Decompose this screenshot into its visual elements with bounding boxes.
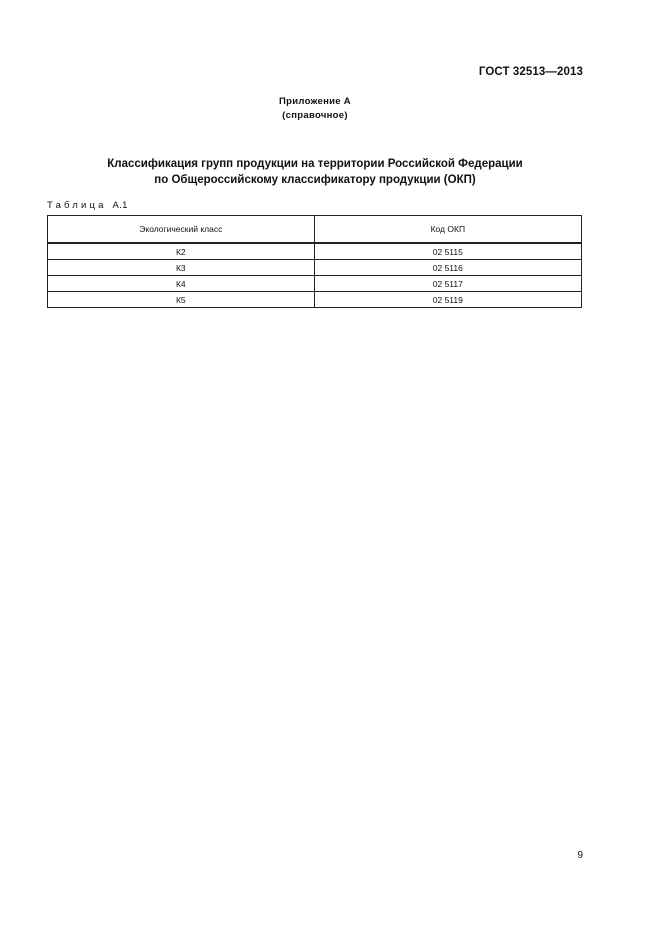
annex-header [0, 95, 630, 123]
classification-table [47, 215, 582, 308]
annex-title: Приложение А [279, 96, 351, 107]
document-code: ГОСТ 32513—2013 [478, 66, 583, 78]
column-header-eco-class: Экологический класс [48, 216, 315, 244]
column-header-okp-code: Код ОКП [314, 216, 581, 244]
table-header-row [48, 216, 582, 244]
okp-code-cell: 02 5116 [314, 260, 581, 276]
page-number: 9 [577, 850, 583, 861]
table-row [48, 276, 582, 292]
table-row [48, 243, 582, 260]
eco-class-cell: К2 [48, 243, 315, 260]
eco-class-cell: К5 [48, 292, 315, 308]
eco-class-cell: К4 [48, 276, 315, 292]
table-caption-number: А.1 [112, 200, 128, 211]
table-row [48, 260, 582, 276]
heading-line-2: по Общероссийскому классификатору продукции (ОКП) [154, 174, 476, 186]
annex-subtitle: (справочное) [282, 110, 348, 121]
heading-line-1: Классификация групп продукции на территории Российской Федерации [107, 158, 523, 170]
table-row [48, 292, 582, 308]
okp-code-cell: 02 5117 [314, 276, 581, 292]
table-caption-word: Таблица [47, 200, 107, 211]
eco-class-cell: К3 [48, 260, 315, 276]
table-caption [47, 200, 128, 211]
section-heading [0, 156, 630, 188]
okp-code-cell: 02 5119 [314, 292, 581, 308]
okp-code-cell: 02 5115 [314, 243, 581, 260]
